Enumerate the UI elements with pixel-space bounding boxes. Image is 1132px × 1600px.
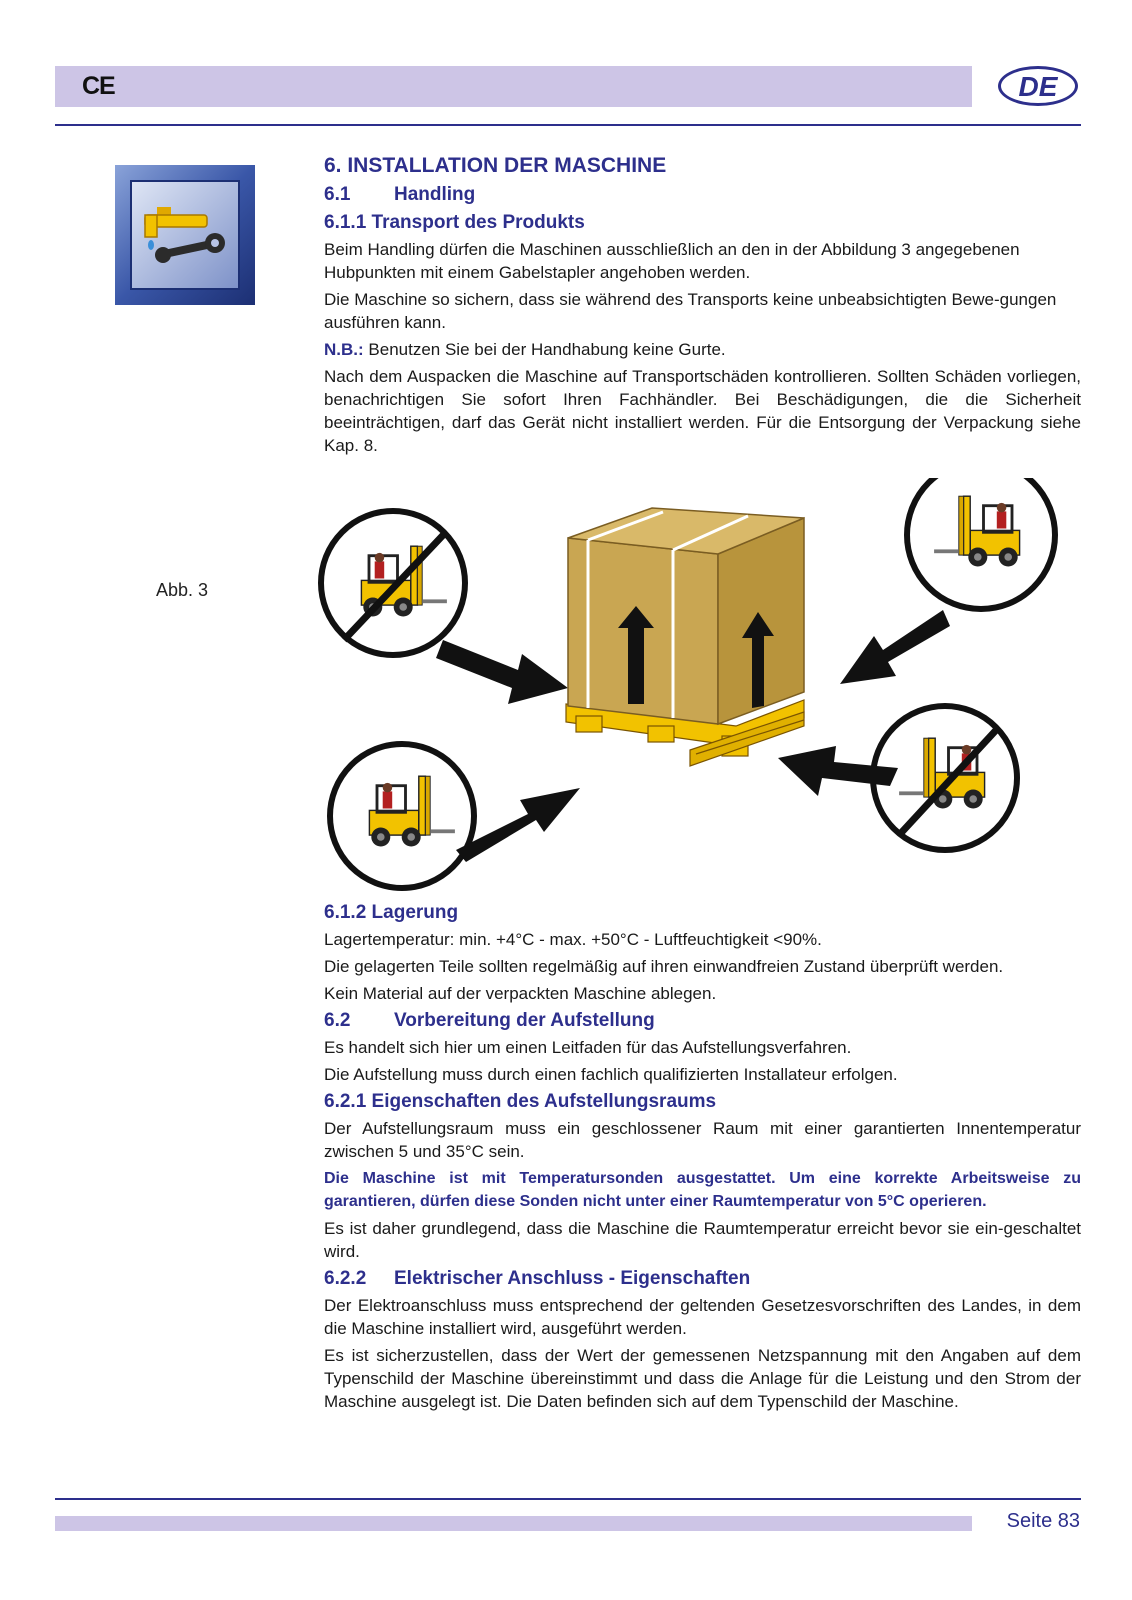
section-6-1-heading [324,184,1081,206]
page-number: Seite 83 [1006,1510,1080,1532]
footer-rule [55,1498,1081,1500]
ce-mark-logo: CE [82,72,115,100]
language-badge: DE [998,66,1078,106]
no-lift-front-left-symbol [321,511,465,655]
paragraph: Die Maschine so sichern, dass sie während des Transports keine unbeabsichtigten Bewe-gungen ausführen kann. [324,290,1057,332]
paragraph: Lagertemperatur: min. +4°C - max. +50°C - Luftfeuchtigkeit <90%. [324,930,822,949]
section-number: 6.2 [324,1010,351,1031]
section-6-2-2-heading [324,1268,1081,1290]
paragraph: Es ist sicherzustellen, dass der Wert der gemessenen Netzspannung mit den Angaben auf dem Typenschild der Maschine übereinstimmt und dass die Anlage für die Leistung und den Strom der Maschine ausgelegt ist. Die Daten befinden sich auf dem Typenschild der Maschine. [324,1346,1081,1411]
section-title: Handling [394,184,476,205]
paragraph: Kein Material auf der verpackten Maschine ablegen. [324,984,717,1003]
chapter-title: 6. INSTALLATION DER MASCHINE [324,154,667,177]
paragraph: Der Aufstellungsraum muss ein geschlossener Raum mit einer garantierten Innentemperatur zwischen 5 und 35°C sein. [324,1119,1081,1161]
content-bottom [324,902,1081,1413]
lift-front-left-symbol [330,744,474,888]
paragraph: Die gelagerten Teile sollten regelmäßig auf ihren einwandfreien Zustand überprüft werden. [324,957,1004,976]
lift-back-right-symbol [907,478,1055,609]
section-6-2-heading [324,1010,1081,1032]
paragraph: Der Elektroanschluss muss entsprechend der geltenden Gesetzesvorschriften des Landes, in dem die Maschine installiert wird, ausgeführt werden. [324,1296,1081,1338]
paragraph: Die Aufstellung muss durch einen fachlich qualifizierten Installateur erfolgen. [324,1065,898,1084]
section-number: 6.1 [324,184,351,205]
warning-paragraph: Die Maschine ist mit Temperatursonden ausgestattet. Um eine korrekte Arbeitsweise zu garantieren, dürfen diese Sonden nicht unter einer Raumtemperatur von 5°C operieren. [324,1170,1081,1210]
note-text: Benutzen Sie bei der Handhabung keine Gurte. [363,340,726,359]
lifting-diagram [318,478,1088,898]
packed-machine-box [568,508,804,724]
section-6-2-1-heading: 6.2.1 Eigenschaften des Aufstellungsraums [324,1091,717,1112]
paragraph: Es ist daher grundlegend, dass die Maschine die Raumtemperatur erreicht bevor sie ein-geschaltet wird. [324,1219,1081,1261]
note-paragraph [324,338,1081,361]
installation-icon [115,165,255,305]
header-rule [55,124,1081,126]
section-6-1-2-heading: 6.1.2 Lagerung [324,902,459,923]
no-lift-back-right-symbol [873,706,1017,850]
figure-label: Abb. 3 [156,580,209,600]
section-6-1-1-heading: 6.1.1 Transport des Produkts [324,212,585,233]
section-number: 6.2.2 [324,1268,367,1289]
section-title: Elektrischer Anschluss - Eigenschaften [394,1268,751,1289]
footer-band [55,1516,972,1531]
section-title: Vorbereitung der Aufstellung [394,1010,655,1031]
paragraph: Beim Handling dürfen die Maschinen ausschließlich an den in der Abbildung 3 angegebenen Hubpunkten mit einem Gabelstapler angehoben werden. [324,240,1020,282]
paragraph: Nach dem Auspacken die Maschine auf Transportschäden kontrollieren. Sollten Schäden vorliegen, benachrichtigen Sie sofort Ihren Fachhändler. Bei Beschädigungen, die die Sicherheit beeinträchtigen, darf das Gerät nicht installiert werden. Für die Entsorgung der Verpackung siehe Kap. 8. [324,367,1081,455]
paragraph: Es handelt sich hier um einen Leitfaden für das Aufstellungsverfahren. [324,1038,852,1057]
content-top [324,154,1081,457]
header-band [55,66,972,107]
note-label: N.B.: [324,340,364,359]
